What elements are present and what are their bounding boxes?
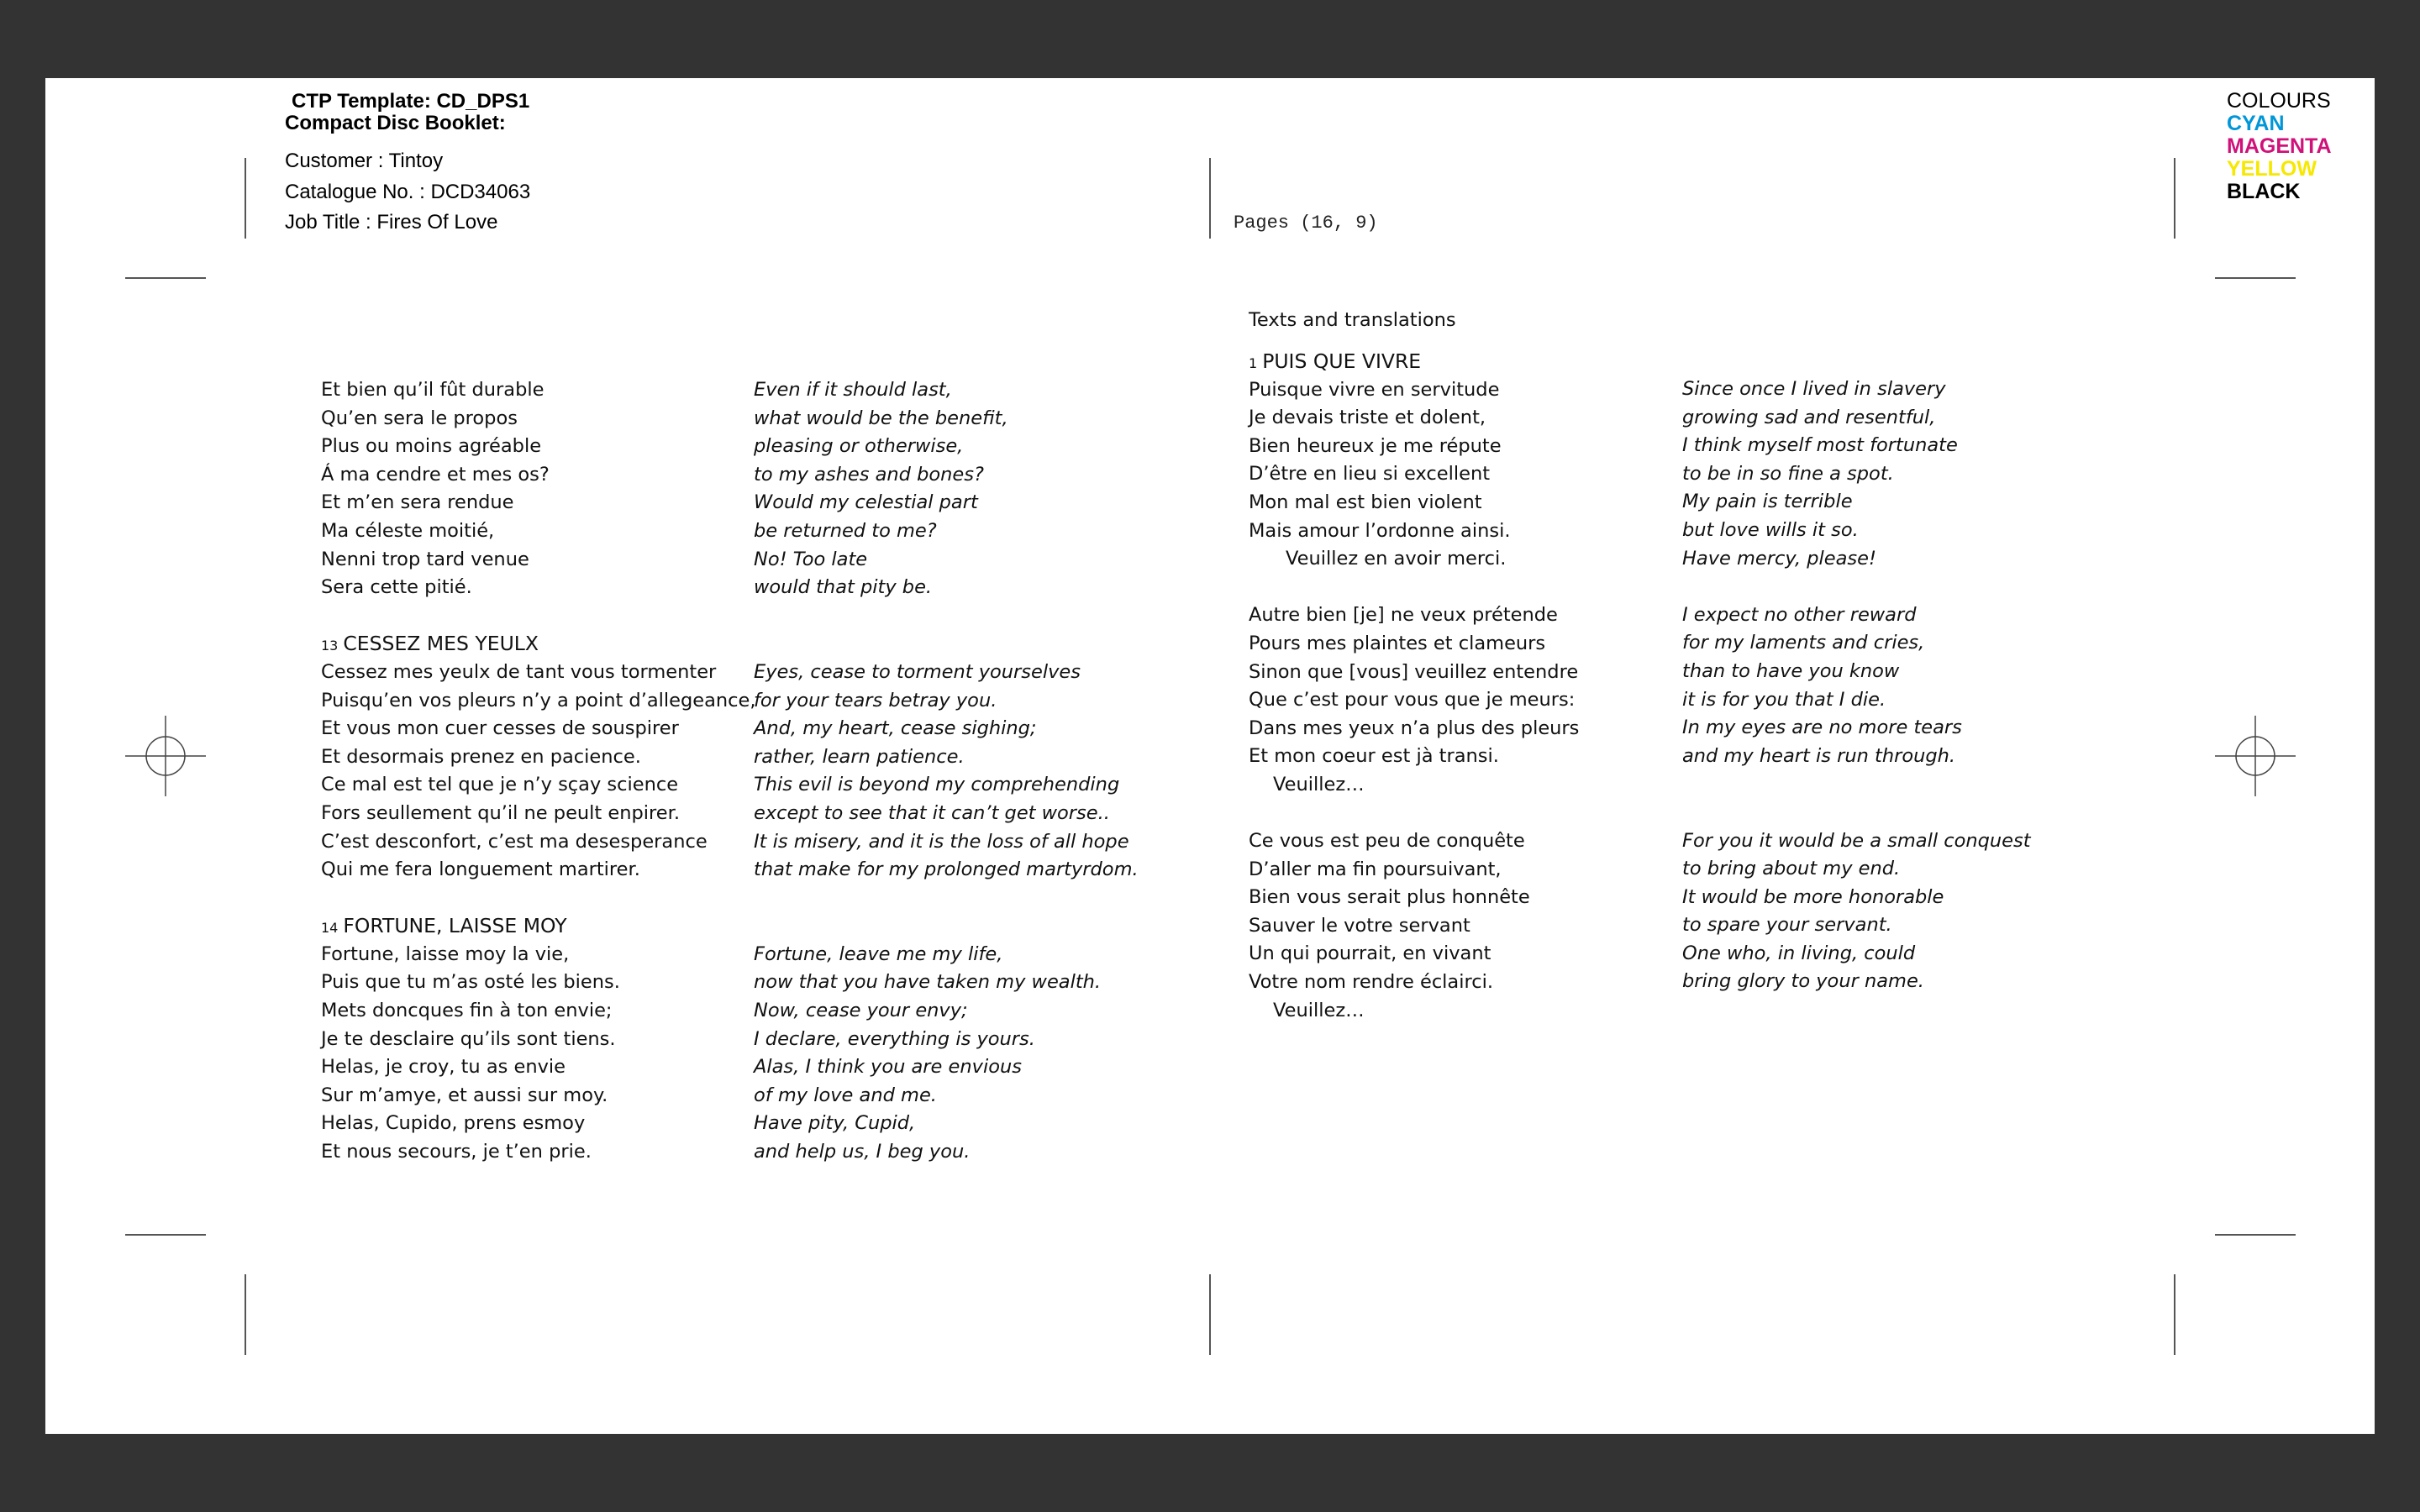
template-label: CTP Template: CD_DPS1 xyxy=(292,90,530,113)
verse-line: Et bien qu’il fût durable xyxy=(321,379,544,401)
verse-line: Bien vous serait plus honnête xyxy=(1249,886,1530,909)
stanza-gap xyxy=(754,630,1139,659)
stanza-gap xyxy=(321,602,756,631)
verse-line: that make for my prolonged martyrdom. xyxy=(754,858,1139,881)
verse-line: Puisqu’en vos pleurs n’y a point d’allegeance, xyxy=(321,689,756,711)
verse-line: Un qui pourrait, en vivant xyxy=(1249,942,1491,965)
verse-line: Even if it should last, xyxy=(754,379,952,401)
verse-line: Et desormais prenez en pacience. xyxy=(321,745,641,768)
stanza-gap xyxy=(754,602,1139,631)
verse-line: now that you have taken my wealth. xyxy=(754,971,1102,994)
verse-line: Mon mal est bien violent xyxy=(1249,491,1482,513)
verse-line: Et nous secours, je t’en prie. xyxy=(321,1141,592,1163)
texts-translations-heading: Texts and translations xyxy=(1249,309,1456,331)
verse-line: what would be the benefit, xyxy=(754,407,1008,429)
booklet-spread xyxy=(45,78,2375,1434)
verse-line: Puisque vivre en servitude xyxy=(1249,378,1500,401)
verse-line: rather, learn patience. xyxy=(754,745,965,768)
verse-line: to bring about my end. xyxy=(1682,858,1901,880)
verse-line: but love wills it so. xyxy=(1682,518,1859,541)
stanza-gap xyxy=(1249,800,1579,828)
verse-line: Cessez mes yeulx de tant vous tormenter xyxy=(321,660,717,683)
verse-line: Eyes, cease to torment yourselves xyxy=(754,660,1081,683)
yellow-label: YELLOW xyxy=(2227,157,2317,181)
verse-line: Sinon que [vous] veuillez entendre xyxy=(1249,660,1579,683)
verse-line: Ce mal est tel que je n’y sçay science xyxy=(321,774,679,796)
verse-line: I expect no other reward xyxy=(1682,603,1917,626)
right-french-column xyxy=(1249,348,1579,1025)
pages-label: Pages (16, 9) xyxy=(1234,213,1378,234)
verse-line: In my eyes are no more tears xyxy=(1682,717,1962,739)
crop-mark xyxy=(125,1234,206,1236)
verse-line: Would my celestial part xyxy=(754,491,978,514)
verse-line: Qu’en sera le propos xyxy=(321,407,518,429)
verse-line: would that pity be. xyxy=(754,576,933,599)
verse-line: except to see that it can’t get worse.. xyxy=(754,801,1110,824)
stanza-gap xyxy=(1682,573,2031,601)
stanza-gap xyxy=(321,885,756,913)
verse-line: it is for you that I die. xyxy=(1682,688,1886,711)
verse-line: Qui me fera longuement martirer. xyxy=(321,858,640,881)
verse-line: be returned to me? xyxy=(754,519,937,542)
colours-legend xyxy=(2227,90,2332,203)
verse-line: Veuillez en avoir merci. xyxy=(1286,548,1507,570)
crop-mark xyxy=(1209,1274,1211,1355)
verse-line: Fortune, laisse moy la vie, xyxy=(321,942,570,965)
track-number: 14 xyxy=(321,920,339,937)
song-title-text: CESSEZ MES YEULX xyxy=(343,632,539,656)
verse-line: Helas, Cupido, prens esmoy xyxy=(321,1112,586,1135)
stanza-gap xyxy=(1682,770,2031,799)
verse-line: Puis que tu m’as osté les biens. xyxy=(321,971,620,994)
verse-line: It is misery, and it is the loss of all hope xyxy=(754,830,1129,853)
verse-line: to my ashes and bones? xyxy=(754,463,984,486)
verse-line: Et mon coeur est jà transi. xyxy=(1249,745,1499,768)
verse-line: Pours mes plaintes et clameurs xyxy=(1249,632,1546,654)
verse-line: than to have you know xyxy=(1682,659,1900,682)
verse-line: Je devais triste et dolent, xyxy=(1249,407,1486,429)
song-title xyxy=(1249,348,1579,376)
verse-line: bring glory to your name. xyxy=(1682,970,1924,993)
verse-line: Mais amour l’ordonne ainsi. xyxy=(1249,519,1511,542)
verse-line: to spare your servant. xyxy=(1682,914,1892,937)
verse-line: D’être en lieu si excellent xyxy=(1249,463,1491,486)
verse-line: Have mercy, please! xyxy=(1682,547,1877,570)
crop-mark xyxy=(2215,277,2296,279)
verse-line: Have pity, Cupid, xyxy=(754,1112,916,1135)
verse-line: One who, in living, could xyxy=(1682,942,1916,964)
verse-line: Now, cease your envy; xyxy=(754,1000,968,1022)
verse-line: Alas, I think you are envious xyxy=(754,1056,1022,1079)
track-number: 1 xyxy=(1249,355,1258,371)
verse-line: It would be more honorable xyxy=(1682,885,1944,908)
verse-line: for your tears betray you. xyxy=(754,689,997,711)
verse-line: Que c’est pour vous que je meurs: xyxy=(1249,689,1576,711)
verse-line: Sera cette pitié. xyxy=(321,576,472,599)
verse-line: Á ma cendre et mes os? xyxy=(321,463,550,486)
verse-line: Helas, je croy, tu as envie xyxy=(321,1056,566,1079)
verse-line: Veuillez… xyxy=(1273,773,1365,795)
job-title-label: Job Title : Fires Of Love xyxy=(285,211,498,234)
song-title-text: FORTUNE, LAISSE MOY xyxy=(343,914,567,938)
song-title xyxy=(321,912,756,941)
song-title-text: PUIS QUE VIVRE xyxy=(1262,349,1422,373)
verse-line: My pain is terrible xyxy=(1682,491,1853,513)
crop-mark xyxy=(2215,1234,2296,1236)
crop-mark xyxy=(245,1274,246,1355)
catalogue-label: Catalogue No. : DCD34063 xyxy=(285,181,531,203)
verse-line: Sur m’amye, et aussi sur moy. xyxy=(321,1084,608,1106)
left-french-column xyxy=(321,376,756,1167)
verse-line: Mets doncques fin à ton envie; xyxy=(321,1000,613,1022)
crop-mark xyxy=(125,277,206,279)
verse-line: No! Too late xyxy=(754,548,868,570)
stanza-gap xyxy=(1249,574,1579,602)
crop-mark xyxy=(1209,158,1211,239)
verse-line: Fortune, leave me my life, xyxy=(754,942,1003,965)
verse-line: Je te desclaire qu’ils sont tiens. xyxy=(321,1027,616,1050)
stanza-gap xyxy=(754,885,1139,913)
crop-mark xyxy=(2174,1274,2175,1355)
crop-mark xyxy=(2174,158,2175,239)
verse-line: Plus ou moins agréable xyxy=(321,435,542,458)
colours-heading: COLOURS xyxy=(2227,89,2331,113)
crop-mark xyxy=(245,158,246,239)
verse-line: Nenni trop tard venue xyxy=(321,548,529,570)
verse-line: Dans mes yeux n’a plus des pleurs xyxy=(1249,717,1580,739)
verse-line: pleasing or otherwise, xyxy=(754,435,964,458)
verse-line: Sauver le votre servant xyxy=(1249,914,1470,937)
verse-line: Autre bien [je] ne veux prétende xyxy=(1249,604,1558,627)
verse-line: For you it would be a small conquest xyxy=(1682,829,2031,852)
verse-line: Veuillez… xyxy=(1273,999,1365,1021)
verse-line: Ce vous est peu de conquête xyxy=(1249,830,1525,853)
registration-mark-right xyxy=(2215,716,2296,796)
stanza-gap xyxy=(754,912,1139,941)
left-english-column xyxy=(754,376,1139,1167)
verse-line: Fors seullement qu’il ne peult enpirer. xyxy=(321,801,680,824)
track-number: 13 xyxy=(321,638,339,654)
song-title xyxy=(321,630,756,659)
verse-line: and help us, I beg you. xyxy=(754,1141,971,1163)
verse-line: Et m’en sera rendue xyxy=(321,491,514,514)
booklet-label: Compact Disc Booklet: xyxy=(285,112,506,134)
stanza-gap xyxy=(1682,799,2031,827)
verse-line: And, my heart, cease sighing; xyxy=(754,717,1037,740)
verse-line: D’aller ma fin poursuivant, xyxy=(1249,858,1502,880)
verse-line: Votre nom rendre éclairci. xyxy=(1249,971,1494,994)
cyan-label: CYAN xyxy=(2227,112,2285,135)
verse-line: growing sad and resentful, xyxy=(1682,406,1936,428)
verse-line: and my heart is run through. xyxy=(1682,744,1956,767)
verse-line: to be in so fine a spot. xyxy=(1682,462,1894,485)
verse-line: of my love and me. xyxy=(754,1084,937,1106)
verse-line: I think myself most fortunate xyxy=(1682,434,1958,457)
verse-line: Since once I lived in slavery xyxy=(1682,378,1946,400)
verse-line: This evil is beyond my comprehending xyxy=(754,774,1120,796)
verse-line: Et vous mon cuer cesses de souspirer xyxy=(321,717,679,740)
right-english-column xyxy=(1682,375,2031,996)
verse-line: Ma céleste moitié, xyxy=(321,519,495,542)
black-label: BLACK xyxy=(2227,180,2301,203)
customer-label: Customer : Tintoy xyxy=(285,150,444,172)
verse-line: I declare, everything is yours. xyxy=(754,1027,1035,1050)
registration-mark-left xyxy=(125,716,206,796)
verse-line: for my laments and cries, xyxy=(1682,632,1925,654)
verse-line: Bien heureux je me répute xyxy=(1249,434,1502,457)
magenta-label: MAGENTA xyxy=(2227,134,2332,158)
verse-line: C’est desconfort, c’est ma desesperance xyxy=(321,830,708,853)
